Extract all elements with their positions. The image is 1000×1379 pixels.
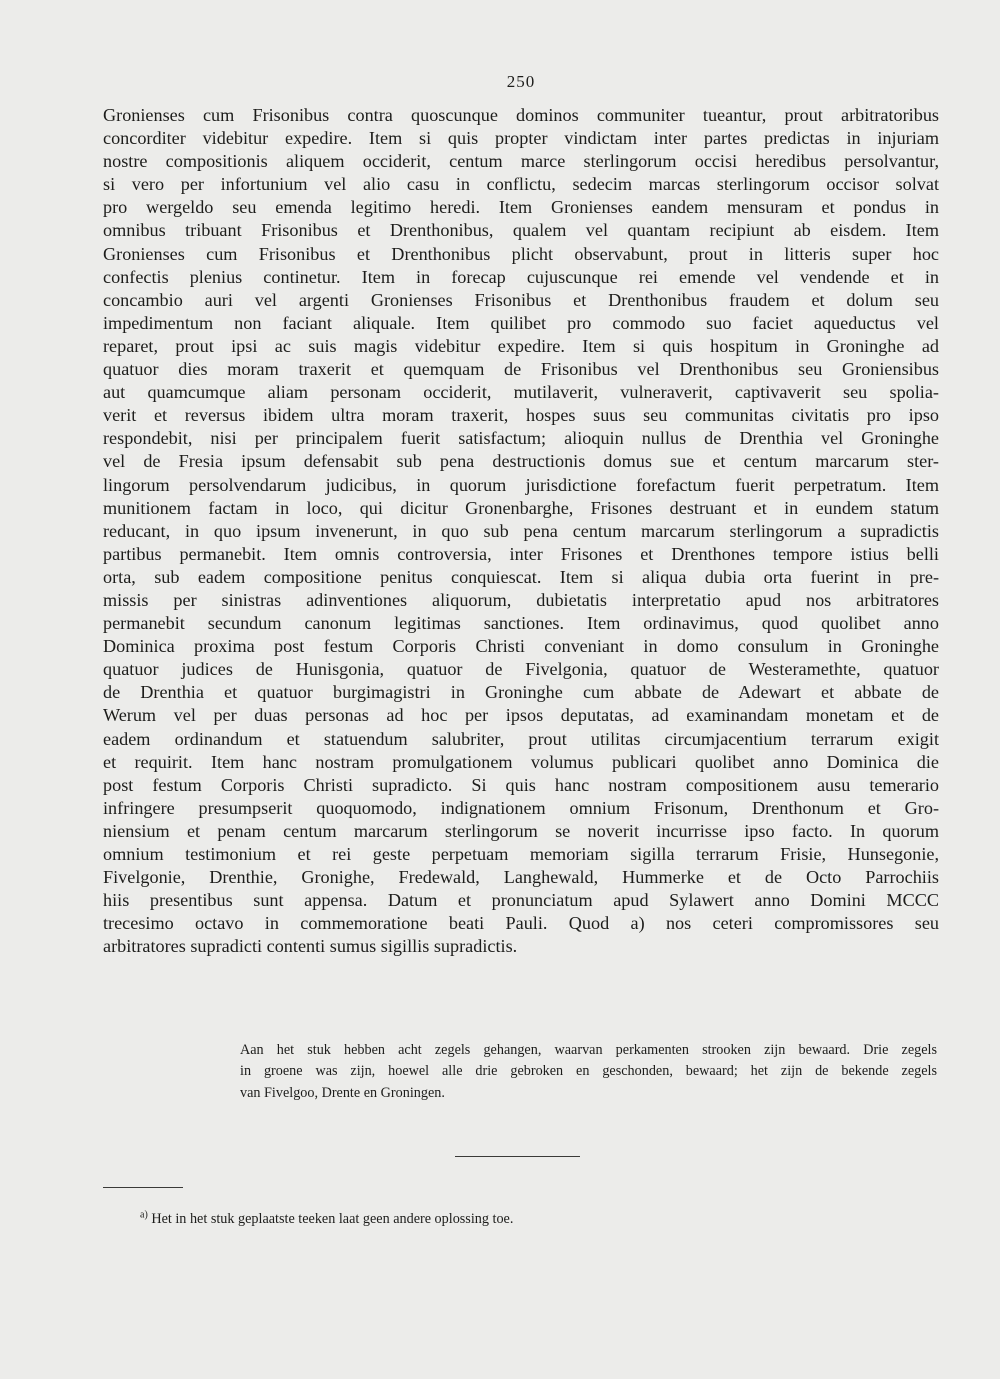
text-line: Fivelgonie, Drenthie, Gronighe, Fredewald, Langhewald, Hummerke et de Octo Parrochiis (103, 867, 939, 888)
text-line: si vero per infortunium vel alio casu in conflictu, sedecim marcas sterlingorum occisor solvat (103, 174, 939, 195)
text-line: et requirit. Item hanc nostram promulgationem volumus publicari quolibet anno Dominica die (103, 751, 939, 772)
editorial-note (240, 1040, 937, 1104)
text-line: de Drenthia et quatuor burgimagistri in Groninghe cum abbate de Adewart et abbate de (103, 682, 939, 703)
text-line: omnium testimonium et rei geste perpetuam memoriam sigilla terrarum Frisie, Hunsegonie, (103, 844, 939, 864)
text-line: Werum vel per duas personas ad hoc per ipsos deputatas, ad examinandam monetam et de (103, 705, 939, 726)
text-line: concorditer videbitur expedire. Item si quis propter vindictam inter partes predictas in injuriam (103, 128, 939, 149)
text-line: reducant, in quo ipsum invenerunt, in quo sub pena centum marcarum sterlingorum a supradictis (103, 520, 939, 541)
text-line: lingorum persolvendarum judicibus, in quorum jurisdictione forefactum fuerit perpetratum. Item (103, 474, 939, 495)
text-line: vel de Fresia ipsum defensabit sub pena destructionis domus sue et centum marcarum ster- (103, 451, 939, 472)
text-line: munitionem factam in loco, qui dicitur Gronenbarghe, Frisones destruant et in eundem statum (103, 497, 939, 518)
text-line: respondebit, nisi per principalem fuerit satisfactum; alioquin nullus de Drenthia vel Groninghe (103, 428, 939, 449)
text-line: confectis plenius continetur. Item in forecap cujuscunque rei emende vel vendende et in (103, 266, 939, 287)
text-line: reparet, prout ipsi ac suis magis videbitur expedire. Item si quis hospitum in Groninghe ad (103, 335, 939, 356)
text-line: arbitratores supradicti contenti sumus sigillis supradictis. (103, 936, 518, 957)
text-line: infringere presumpserit quoquomodo, indignationem omnium Frisonum, Drenthonum et Gro- (103, 797, 939, 818)
text-line: concambio auri vel argenti Gronienses Frisonibus et Drenthonibus fraudem et dolum seu (103, 289, 939, 310)
text-line: hiis presentibus sunt appensa. Datum et pronunciatum apud Sylawert anno Domini MCCC (103, 890, 939, 911)
page-number: 250 (506, 72, 536, 91)
text-line: nostre compositionis aliquem occiderit, centum marce sterlingorum occisi heredibus persolvantur, (103, 151, 939, 172)
footnote (140, 1209, 840, 1229)
note-line: Aan het stuk hebben acht zegels gehangen, waarvan perkamenten strooken zijn bewaard. Drie zegels (240, 1042, 937, 1058)
footnote-text: Het in het stuk geplaatste teeken laat geen andere oplossing toe. (147, 1211, 514, 1227)
text-line: partibus permanebit. Item omnis controversia, inter Frisones et Drenthones tempore istius belli (103, 543, 939, 564)
text-line: post festum Corporis Christi supradicto. Si quis hanc nostram compositionem ausu temerario (103, 774, 939, 795)
footnote-marker: a) (140, 1209, 148, 1221)
note-line: in groene was zijn, hoewel alle drie gebroken en geschonden, bewaard; het zijn de bekende zegels (240, 1063, 937, 1080)
text-line: trecesimo octavo in commemoratione beati Pauli. Quod a) nos ceteri compromissores seu (103, 913, 939, 934)
text-line: permanebit secundum canonum legitimas sanctiones. Item ordinavimus, quod quolibet anno (103, 613, 939, 634)
text-line: Gronienses cum Frisonibus et Drenthonibus plicht observabunt, prout in litteris super hoc (103, 243, 939, 264)
note-line: van Fivelgoo, Drente en Groningen. (240, 1084, 445, 1101)
main-text-block (103, 104, 939, 958)
text-line: quatuor dies moram traxerit et quemquam de Frisonibus vel Drenthonibus seu Groniensibus (103, 359, 939, 380)
text-line: aut quamcumque aliam personam occiderit, mutilaverit, vulneraverit, captivaverit seu spolia- (103, 382, 939, 403)
text-line: verit et reversus ibidem ultra moram traxerit, hospes suus seu communitas civitatis pro ipso (103, 405, 939, 426)
text-line: niensium et penam centum marcarum sterlingorum se noverit incurrisse ipso facto. In quorum (103, 820, 939, 841)
text-line: omnibus tribuant Frisonibus et Drenthonibus, qualem vel quantam recipiunt ab eisdem. Item (103, 220, 939, 241)
text-line: eadem ordinandum et statuendum salubriter, prout utilitas circumjacentium terrarum exigit (103, 728, 939, 749)
text-line: impedimentum non faciant aliquale. Item quilibet pro commodo suo faciet aqueductus vel (103, 312, 939, 333)
text-line: quatuor judices de Hunisgonia, quatuor de Fivelgonia, quatuor de Westeramethte, quatuor (103, 659, 939, 680)
text-line: missis per sinistras adinventiones aliquorum, dubietatis interpretatio apud nos arbitratores (103, 589, 939, 610)
section-divider (455, 1156, 580, 1157)
text-line: orta, sub eadem compositione penitus conquiescat. Item si aliqua dubia orta fuerint in pre- (103, 566, 939, 587)
text-line: Gronienses cum Frisonibus contra quoscunque dominos communiter tueantur, prout arbitratoribus (103, 105, 939, 125)
text-line: Dominica proxima post festum Corporis Christi conveniant in domo consulum in Groninghe (103, 636, 939, 657)
footnote-rule (103, 1187, 183, 1188)
text-line: pro wergeldo seu emenda legitimo heredi. Item Gronienses eandem mensuram et pondus in (103, 197, 939, 218)
